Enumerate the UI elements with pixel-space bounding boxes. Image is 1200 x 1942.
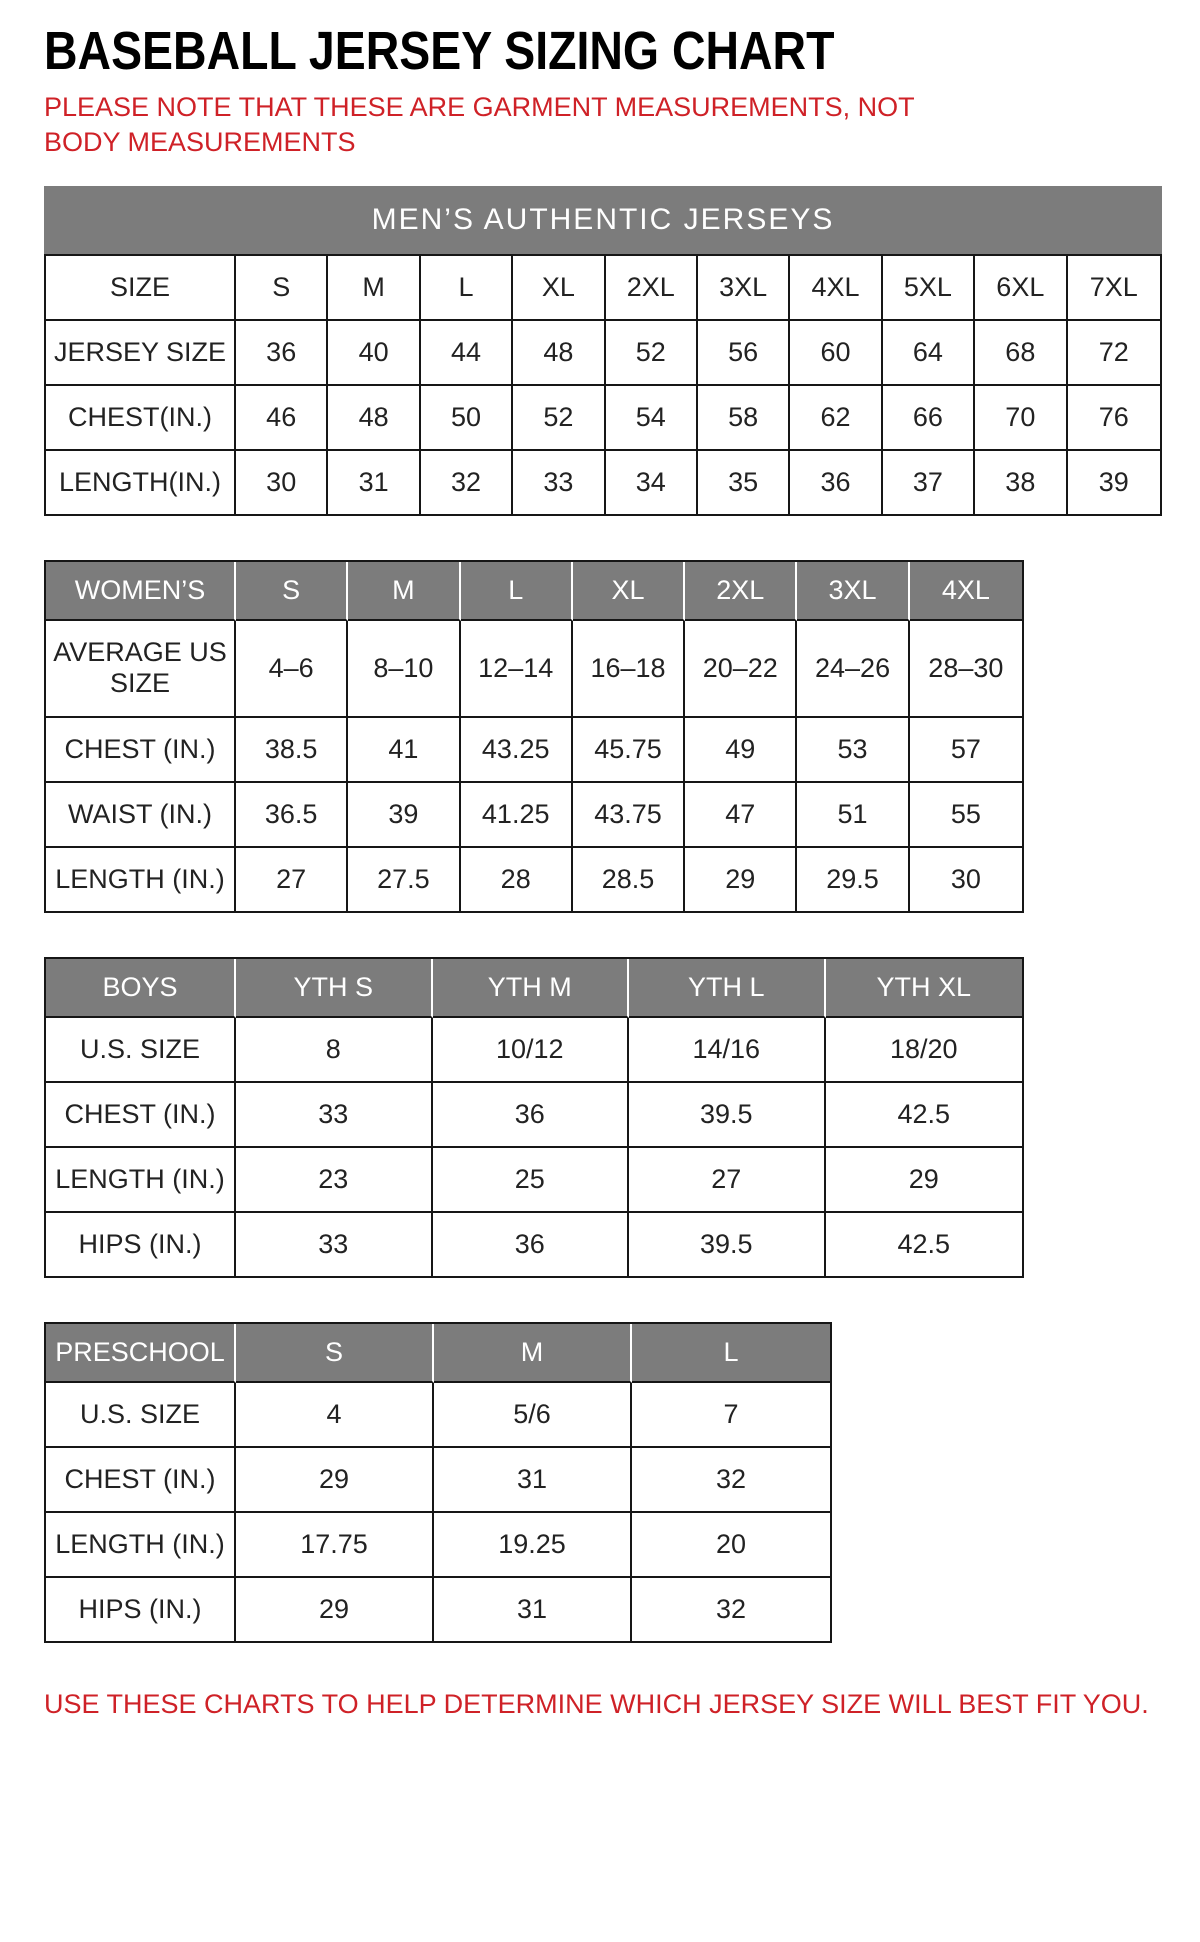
size-value-cell: 36.5 [236, 783, 348, 848]
size-value-cell: 38.5 [236, 718, 348, 783]
mens-size-table [44, 254, 1162, 516]
table-row [46, 451, 1160, 514]
size-value-cell: 32 [632, 1448, 830, 1513]
row-label: AVERAGE US SIZE [46, 621, 236, 717]
size-value-cell: 68 [975, 321, 1067, 386]
size-value-cell: 42.5 [826, 1083, 1023, 1148]
boys-jerseys-section [44, 957, 1024, 1278]
row-label: CHEST (IN.) [46, 1083, 236, 1148]
size-value-cell: 23 [236, 1148, 433, 1213]
size-value-cell: 36 [790, 451, 882, 514]
size-value-cell: 41.25 [461, 783, 573, 848]
size-value-cell: 32 [421, 451, 513, 514]
size-value-cell: 17.75 [236, 1513, 434, 1578]
row-label: U.S. SIZE [46, 1383, 236, 1448]
size-value-cell: 45.75 [573, 718, 685, 783]
size-value-cell: 30 [236, 451, 328, 514]
size-value-cell: 14/16 [629, 1018, 826, 1083]
table-row [46, 562, 1022, 621]
size-value-cell: 24–26 [797, 621, 909, 717]
size-value-cell: 39 [1098, 467, 1129, 498]
size-value-cell: 57 [910, 718, 1022, 783]
size-value-cell: 20 [632, 1513, 830, 1578]
boys-size-table [44, 957, 1024, 1278]
size-value-cell: 8–10 [348, 621, 460, 717]
size-value-cell: M [434, 1324, 632, 1383]
size-value-cell: 20–22 [685, 621, 797, 717]
mens-jerseys-section [44, 186, 1162, 516]
table-row [46, 1578, 830, 1641]
size-value-cell: 66 [883, 386, 975, 451]
page-title [44, 21, 1170, 81]
size-value-cell: 48 [513, 321, 605, 386]
table-row [46, 1018, 1022, 1083]
size-value-cell: 36 [236, 321, 328, 386]
row-label: U.S. SIZE [46, 1018, 236, 1083]
table-row [46, 256, 1160, 321]
preschool-jerseys-section [44, 1322, 832, 1643]
size-value-cell: 47 [685, 783, 797, 848]
table-row [46, 321, 1160, 386]
row-label: LENGTH(IN.) [46, 451, 236, 514]
size-value-cell: 60 [790, 321, 882, 386]
size-value-cell: 27 [629, 1148, 826, 1213]
womens-jerseys-section [44, 560, 1024, 912]
row-label: PRESCHOOL [46, 1324, 236, 1383]
size-value-cell: 2XL [606, 256, 698, 321]
size-value-cell: 7XL [1068, 256, 1160, 321]
size-value-cell: 72 [1068, 321, 1160, 386]
size-value-cell: 36 [433, 1083, 630, 1148]
size-value-cell: 76 [1068, 386, 1160, 451]
size-value-cell: 64 [883, 321, 975, 386]
size-value-cell: 3XL [698, 256, 790, 321]
size-value-cell: 48 [328, 386, 420, 451]
table-row [46, 718, 1022, 783]
size-value-cell: 10/12 [433, 1018, 630, 1083]
row-label: WAIST (IN.) [46, 783, 236, 848]
size-value-cell: 53 [797, 718, 909, 783]
mens-jerseys-banner: MEN’S AUTHENTIC JERSEYS [44, 186, 1162, 254]
size-value-cell: M [348, 562, 460, 621]
size-value-cell: 5/6 [434, 1383, 632, 1448]
size-value-cell: 62 [790, 386, 882, 451]
size-value-cell: 29 [236, 1448, 434, 1513]
size-value-cell: YTH XL [826, 959, 1023, 1018]
size-value-cell: 32 [715, 1594, 747, 1625]
size-value-cell: 28–30 [910, 621, 1022, 717]
row-label: SIZE [46, 256, 236, 321]
row-label: JERSEY SIZE [46, 321, 236, 386]
table-row [46, 1448, 830, 1513]
row-label: LENGTH (IN.) [46, 1148, 236, 1213]
size-value-cell: 31 [434, 1448, 632, 1513]
size-value-cell: M [328, 256, 420, 321]
size-value-cell: XL [513, 256, 605, 321]
size-value-cell: 2XL [685, 562, 797, 621]
size-value-cell: 58 [698, 386, 790, 451]
size-value-cell: 28.5 [573, 848, 685, 911]
size-value-cell: 40 [328, 321, 420, 386]
row-label: HIPS (IN.) [46, 1578, 236, 1641]
size-value-cell: 29 [685, 848, 797, 911]
row-label: BOYS [46, 959, 236, 1018]
size-value-cell: 30 [950, 863, 981, 894]
table-row [46, 1324, 830, 1383]
table-row [46, 386, 1160, 451]
table-row [46, 1083, 1022, 1148]
row-label: WOMEN’S [46, 562, 236, 621]
page-title-text: BASEBALL JERSEY SIZING CHART [44, 21, 835, 81]
size-value-cell: 4XL [790, 256, 882, 321]
size-value-cell: XL [573, 562, 685, 621]
size-value-cell: YTH M [433, 959, 630, 1018]
size-value-cell: 18/20 [826, 1018, 1023, 1083]
size-value-cell: S [236, 562, 348, 621]
size-value-cell: 38 [975, 451, 1067, 514]
size-value-cell: 44 [421, 321, 513, 386]
size-value-cell: 8 [236, 1018, 433, 1083]
size-value-cell: L [461, 562, 573, 621]
size-value-cell: 33 [236, 1213, 433, 1276]
size-value-cell: 37 [883, 451, 975, 514]
size-value-cell: 31 [434, 1578, 632, 1641]
size-value-cell: 31 [328, 451, 420, 514]
size-value-cell: 39.5 [629, 1083, 826, 1148]
size-value-cell: 33 [236, 1083, 433, 1148]
size-value-cell: 51 [797, 783, 909, 848]
row-label: CHEST (IN.) [46, 1448, 236, 1513]
size-value-cell: 19.25 [434, 1513, 632, 1578]
size-value-cell: 42.5 [897, 1228, 951, 1259]
row-label: CHEST (IN.) [46, 718, 236, 783]
size-value-cell: L [421, 256, 513, 321]
size-value-cell: 52 [606, 321, 698, 386]
size-value-cell: 28 [461, 848, 573, 911]
size-value-cell: 6XL [975, 256, 1067, 321]
size-value-cell: 12–14 [461, 621, 573, 717]
size-value-cell: S [236, 1324, 434, 1383]
size-value-cell: 52 [513, 386, 605, 451]
size-value-cell: 49 [685, 718, 797, 783]
size-value-cell: 29 [826, 1148, 1023, 1213]
table-row [46, 783, 1022, 848]
size-value-cell: 54 [606, 386, 698, 451]
size-value-cell: 39.5 [629, 1213, 826, 1276]
size-value-cell: YTH L [629, 959, 826, 1018]
size-value-cell: 55 [910, 783, 1022, 848]
table-row [46, 1383, 830, 1448]
size-value-cell: 4–6 [236, 621, 348, 717]
size-value-cell: 46 [236, 386, 328, 451]
size-value-cell: 43.75 [573, 783, 685, 848]
preschool-size-table [44, 1322, 832, 1643]
table-row [46, 1148, 1022, 1213]
womens-size-table [44, 560, 1024, 912]
garment-measurement-note: PLEASE NOTE THAT THESE ARE GARMENT MEASUREMENTS, NOT BODY MEASUREMENTS [44, 92, 915, 158]
table-row [46, 621, 1022, 717]
size-value-cell: S [236, 256, 328, 321]
size-value-cell: 27.5 [348, 848, 460, 911]
size-value-cell: L [632, 1324, 830, 1383]
size-value-cell: 41 [348, 718, 460, 783]
size-value-cell: 5XL [883, 256, 975, 321]
table-row [46, 848, 1022, 911]
size-value-cell: 27 [236, 848, 348, 911]
size-value-cell: 70 [975, 386, 1067, 451]
row-label: LENGTH (IN.) [46, 1513, 236, 1578]
size-value-cell: 35 [698, 451, 790, 514]
size-value-cell: 33 [513, 451, 605, 514]
size-value-cell: 29 [236, 1578, 434, 1641]
row-label: CHEST(IN.) [46, 386, 236, 451]
row-label: HIPS (IN.) [46, 1213, 236, 1276]
size-value-cell: 25 [433, 1148, 630, 1213]
size-value-cell: 56 [698, 321, 790, 386]
size-value-cell: 36 [433, 1213, 630, 1276]
size-value-cell: 39 [348, 783, 460, 848]
size-value-cell: 16–18 [573, 621, 685, 717]
table-row [46, 1513, 830, 1578]
size-value-cell: 29.5 [797, 848, 909, 911]
footer-note: USE THESE CHARTS TO HELP DETERMINE WHICH JERSEY SIZE WILL BEST FIT YOU. [44, 1689, 1149, 1720]
size-value-cell: 43.25 [461, 718, 573, 783]
size-value-cell: YTH S [236, 959, 433, 1018]
size-value-cell: 3XL [797, 562, 909, 621]
size-value-cell: 4 [236, 1383, 434, 1448]
table-row [46, 959, 1022, 1018]
size-value-cell: 4XL [910, 562, 1022, 621]
row-label: LENGTH (IN.) [46, 848, 236, 911]
size-value-cell: 50 [421, 386, 513, 451]
table-row [46, 1213, 1022, 1276]
size-value-cell: 7 [632, 1383, 830, 1448]
size-value-cell: 34 [606, 451, 698, 514]
